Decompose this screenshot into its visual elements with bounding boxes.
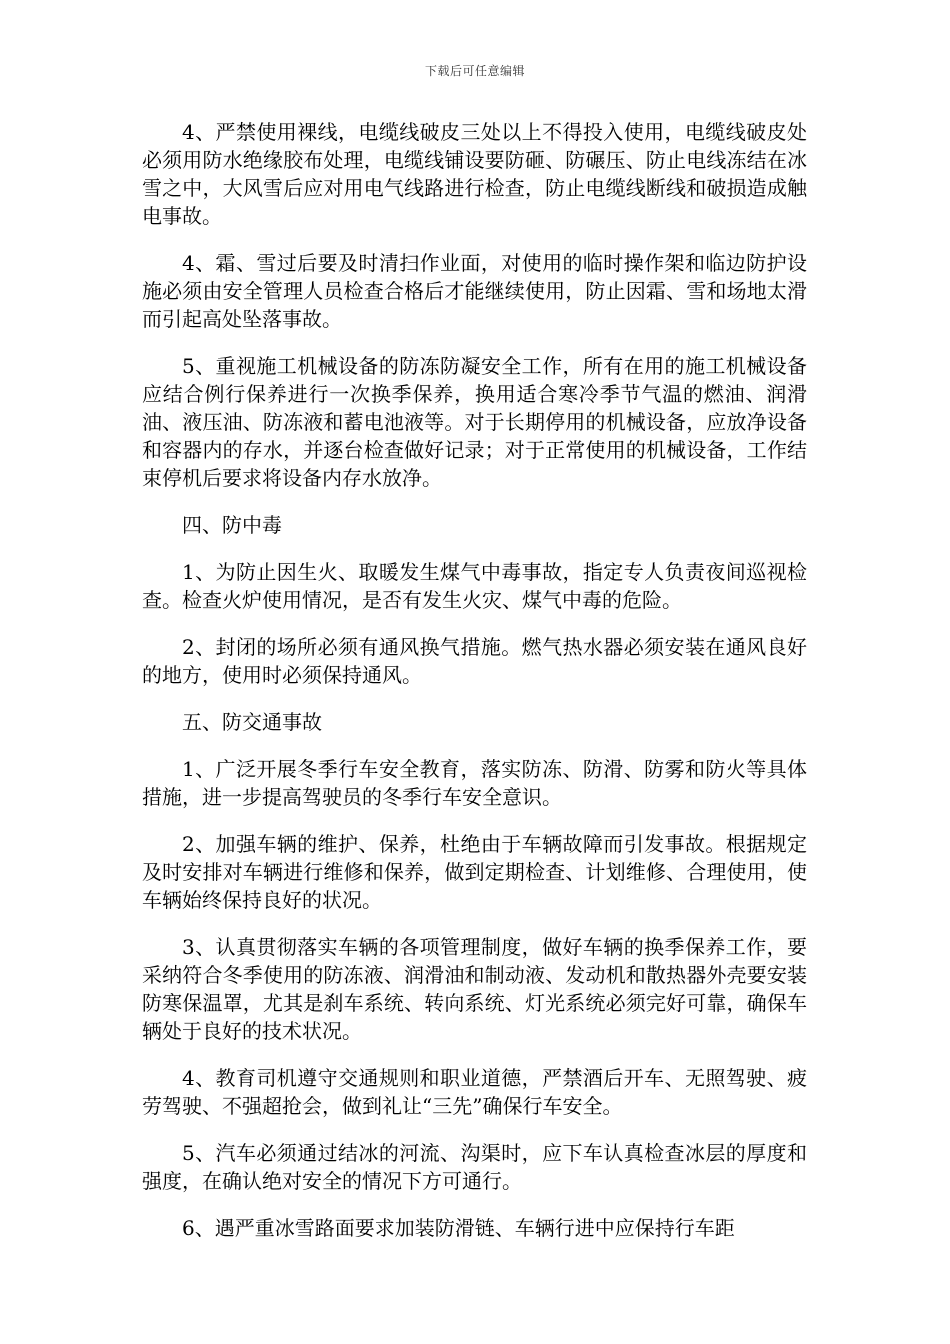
paragraph-driver-conduct: 4、教育司机遵守交通规则和职业道德，严禁酒后开车、无照驾驶、疲劳驾驶、不强超抢会，做到礼让“三先”确保行车安全。 <box>142 1066 807 1118</box>
section-heading-poisoning: 四、防中毒 <box>182 513 282 537</box>
paragraph-vehicle-maintenance: 2、加强车辆的维护、保养，杜绝由于车辆故障而引发事故。根据规定及时安排对车辆进行维修和保养，做到定期检查、计划维修、合理使用，使车辆始终保持良好的状况。 <box>142 832 807 912</box>
paragraph-snow-chains: 6、遇严重冰雪路面要求加装防滑链、车辆行进中应保持行车距 <box>182 1216 735 1240</box>
section-heading-traffic: 五、防交通事故 <box>182 710 322 734</box>
paragraph-driving-education: 1、广泛开展冬季行车安全教育，落实防冻、防滑、防雾和防火等具体措施，进一步提高驾驶员的冬季行车安全意识。 <box>142 757 807 809</box>
page-header: 下载后可任意编辑 <box>424 64 525 78</box>
paragraph-vehicle-management: 3、认真贯彻落实车辆的各项管理制度，做好车辆的换季保养工作，要采纳符合冬季使用的防冻液、润滑油和制动液、发动机和散热器外壳要安装防寒保温罩，尤其是刹车系统、转向系统、灯光系统必须完好可靠，确保车辆处于良好的技术状况。 <box>142 935 807 1043</box>
paragraph-electrical-cable: 4、严禁使用裸线，电缆线破皮三处以上不得投入使用，电缆线破皮处必须用防水绝缘胶布处理，电缆线铺设要防砸、防碾压、防止电线冻结在冰雪之中，大风雪后应对用电气线路进行检查，防止电缆线断线和破损造成触电事故。 <box>142 120 807 228</box>
paragraph-ventilation: 2、封闭的场所必须有通风换气措施。燃气热水器必须安装在通风良好的地方，使用时必须保持通风。 <box>142 635 807 687</box>
paragraph-frost-snow-cleanup: 4、霜、雪过后要及时清扫作业面，对使用的临时操作架和临边防护设施必须由安全管理人员检查合格后才能继续使用，防止因霜、雪和场地太滑而引起高处坠落事故。 <box>142 251 807 331</box>
paragraph-frozen-river-crossing: 5、汽车必须通过结冰的河流、沟渠时，应下车认真检查冰层的厚度和强度，在确认绝对安全的情况下方可通行。 <box>142 1141 807 1193</box>
document-body <box>142 118 807 1261</box>
paragraph-gas-poisoning-patrol: 1、为防止因生火、取暖发生煤气中毒事故，指定专人负责夜间巡视检查。检查火炉使用情况，是否有发生火灾、煤气中毒的危险。 <box>142 560 807 612</box>
paragraph-machinery-antifreeze: 5、重视施工机械设备的防冻防凝安全工作，所有在用的施工机械设备应结合例行保养进行一次换季保养，换用适合寒冷季节气温的燃油、润滑油、液压油、防冻液和蓄电池液等。对于长期停用的机械设备，应放净设备和容器内的存水，并逐台检查做好记录；对于正常使用的机械设备，工作结束停机后要求将设备内存水放净。 <box>142 354 807 490</box>
